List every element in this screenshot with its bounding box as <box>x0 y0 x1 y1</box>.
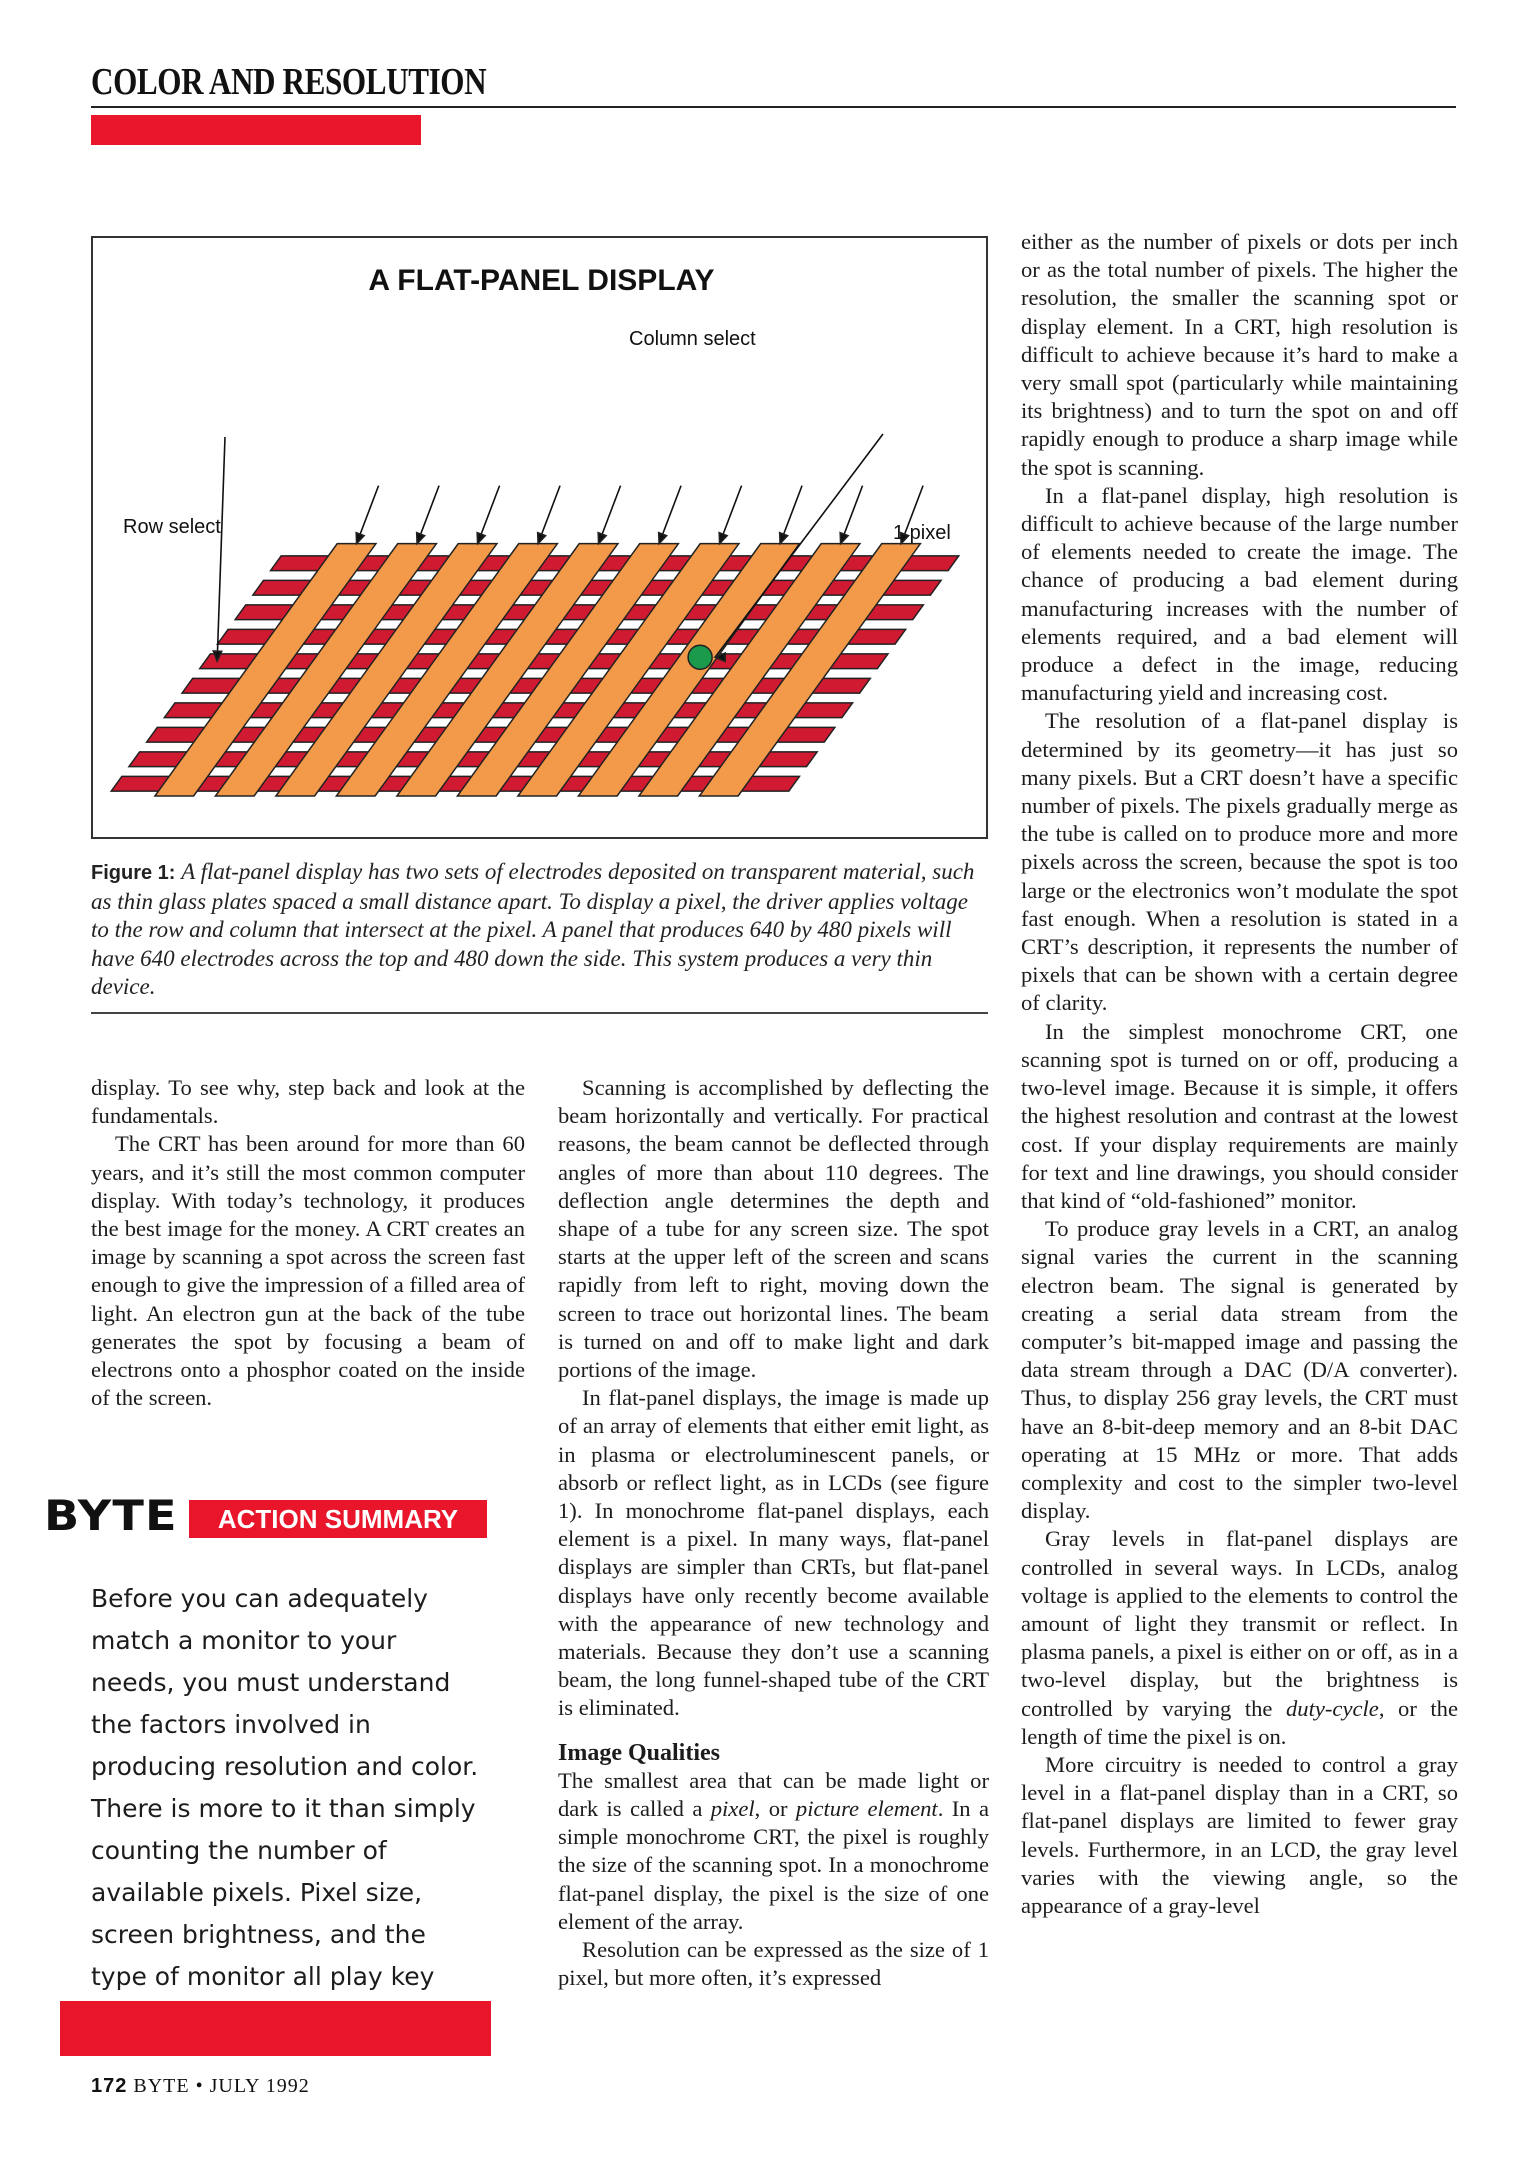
paragraph: Scanning is accomplished by deflecting the beam horizontally and vertically. For practical reasons, the beam cannot be deflected through angles of more than about 110 degrees. The deflection angle determines the depth and shape of a tube for any screen size. The spot starts at the upper left of the screen and scans rapidly from left to right, moving down the screen to trace out horizontal lines. The beam is turned on and off to make light and dark portions of the image. <box>558 1075 989 1383</box>
term-pixel: pixel <box>710 1796 755 1822</box>
body-column-2 <box>558 1074 989 1993</box>
footer-bullet: • <box>195 2075 204 2097</box>
pixel-label: 1 pixel <box>893 522 951 544</box>
row-electrode <box>200 654 888 669</box>
caption-label: Figure 1: <box>91 862 176 884</box>
row-electrode <box>129 752 817 767</box>
column-select-arrowhead <box>356 533 364 544</box>
paragraph: display. To see why, step back and look at the fundamentals. <box>91 1075 525 1129</box>
row-electrode <box>164 703 852 718</box>
row-electrode <box>217 629 905 644</box>
flat-panel-diagram <box>93 238 990 841</box>
paragraph: Gray levels in flat-panel displays are controlled in several ways. In LCDs, analog voltage is applied to the elements to control the amount of light they transmit or reflect. In plasma panels, a pixel is either on or off, as in a two-level display, but the brightness is controlled by varying the duty-cycle, or the length of time the pixel is on. <box>1021 1526 1458 1749</box>
column-select-arrowhead <box>840 533 848 544</box>
byte-logo: BYTE <box>44 1491 178 1540</box>
column-select-arrowhead <box>719 533 727 544</box>
column-select-label: Column select <box>629 328 756 350</box>
column-select-arrowhead <box>477 533 485 544</box>
header-accent-bar <box>91 115 421 145</box>
row-electrode <box>271 556 959 571</box>
paragraph: either as the number of pixels or dots per inch or as the total number of pixels. The higher the resolution, the smaller the scanning spot or display element. In a CRT, high resolution is difficult to achieve because it’s hard to make a very small spot (particularly while maintaining its brightness) and to turn the spot on and off rapidly enough to produce a sharp image while the spot is scanning. <box>1021 229 1458 480</box>
row-electrode <box>182 678 870 693</box>
paragraph: Resolution can be expressed as the size of 1 pixel, but more often, it’s expressed <box>558 1937 989 1991</box>
paragraph: More circuitry is needed to control a gray level in a flat-panel display than in a CRT, so flat-panel displays are limited to fewer gray levels. Furthermore, in an LCD, the gray level varies with the viewing angle, so the appearance of a gray-level <box>1021 1751 1458 1918</box>
page-number: 172 <box>91 2075 128 2097</box>
column-select-arrowhead <box>780 533 788 544</box>
paragraph: The resolution of a flat-panel display is determined by its geometry—it has just so many pixels. But a CRT doesn’t have a specific number of pixels. The pixels gradually merge as the tube is called on to produce more and more pixels across the screen, because the spot is too large or the electronics won’t modulate the spot fast enough. When a resolution is stated in a CRT’s description, it represents the number of pixels that can be shown with a certain degree of clarity. <box>1021 708 1458 1016</box>
action-summary-text: Before you can adequately match a monitor to your needs, you must understand the factors involved in producing resolution and color. There is more to it than simply counting the number of available pixels. Pixel size, screen brightness, and the type of monitor all play key <box>91 1584 479 1991</box>
column-select-arrowhead <box>659 533 667 544</box>
paragraph: To produce gray levels in a CRT, an analog signal varies the current in the scanning electron beam. The signal is generated by creating a serial data stream from the computer’s bit-mapped image and passing the data stream through a DAC (D/A converter). Thus, to display 256 gray levels, the CRT must have an 8-bit-deep memory and an 8-bit DAC operating at 15 MHz or more. That adds complexity and cost to the simpler two-level display. <box>1021 1216 1458 1524</box>
caption-rule <box>91 1012 988 1014</box>
row-electrode <box>235 605 923 620</box>
header-rule <box>91 106 1456 108</box>
summary-accent-bar <box>60 2001 491 2056</box>
column-select-arrowhead <box>538 533 546 544</box>
row-electrode <box>253 580 941 595</box>
pixel-dot <box>688 645 712 669</box>
subheading-image-qualities: Image Qualities <box>558 1739 720 1766</box>
term-picture-element: picture element <box>795 1796 938 1822</box>
caption-text: A flat-panel display has two sets of electrodes deposited on transparent material, such as thin glass plates spaced a small distance apart. To display a pixel, the driver applies voltage to the row and column that intersect at the pixel. A panel that produces 640 by 480 pixels will have 640 electrodes across the top and 480 down the side. This system produces a very thin device. <box>91 859 975 999</box>
section-title: COLOR AND RESOLUTION <box>91 61 487 103</box>
term-duty-cycle: duty-cycle <box>1286 1695 1379 1721</box>
body-column-1 <box>91 1074 525 1412</box>
paragraph: The smallest area that can be made light or dark is called a pixel, or picture element. In a simple monochrome CRT, the pixel is roughly the size of the scanning spot. In a monochrome flat-panel display, the pixel is the size of one element of the array. <box>558 1767 989 1934</box>
body-column-3 <box>1021 228 1458 1920</box>
paragraph: In flat-panel displays, the image is made up of an array of elements that either emit light, as in plasma or electroluminescent panels, or absorb or reflect light, as in LCDs (see figure 1). In monochrome flat-panel displays, each element is a pixel. In many ways, flat-panel displays are simpler than CRTs, but flat-panel displays have only recently become available with the appearance of new technology and materials. Because they don’t use a scanning beam, the long funnel-shaped tube of the CRT is eliminated. <box>558 1385 989 1721</box>
figure-caption <box>91 858 991 1002</box>
paragraph: The CRT has been around for more than 60 years, and it’s still the most common computer display. With today’s technology, it produces the best image for the money. A CRT creates an image by scanning a spot across the screen fast enough to give the impression of a filled area of light. An electron gun at the back of the tube generates the spot by focusing a beam of electrons onto a phosphor coated on the inside of the screen. <box>91 1131 525 1411</box>
row-select-arrow <box>217 437 225 661</box>
column-select-arrowhead <box>417 533 425 544</box>
footer-date: JULY 1992 <box>209 2075 310 2097</box>
paragraph: In a flat-panel display, high resolution is difficult to achieve because of the large number of elements needed to create the image. The chance of producing a bad element during manufacturing increases with the number of elements required, and a bad element will produce a defect in the image, reducing manufacturing yield and increasing cost. <box>1021 482 1458 706</box>
figure-1 <box>91 236 988 839</box>
figure-title: A FLAT-PANEL DISPLAY <box>368 264 715 297</box>
column-select-arrowhead <box>598 533 606 544</box>
row-select-label: Row select <box>123 516 221 538</box>
paragraph: In the simplest monochrome CRT, one scanning spot is turned on or off, producing a two-level image. Because it is simple, it offers the highest resolution and contrast at the lowest cost. If your display requirements are mainly for text and line drawings, you should consider that kind of “old-fashioned” monitor. <box>1021 1018 1458 1213</box>
footer-magazine: BYTE <box>133 2075 190 2097</box>
page-footer <box>91 2075 310 2098</box>
action-summary-badge: ACTION SUMMARY <box>189 1500 487 1538</box>
row-electrode <box>111 776 799 791</box>
row-electrode <box>147 727 835 742</box>
